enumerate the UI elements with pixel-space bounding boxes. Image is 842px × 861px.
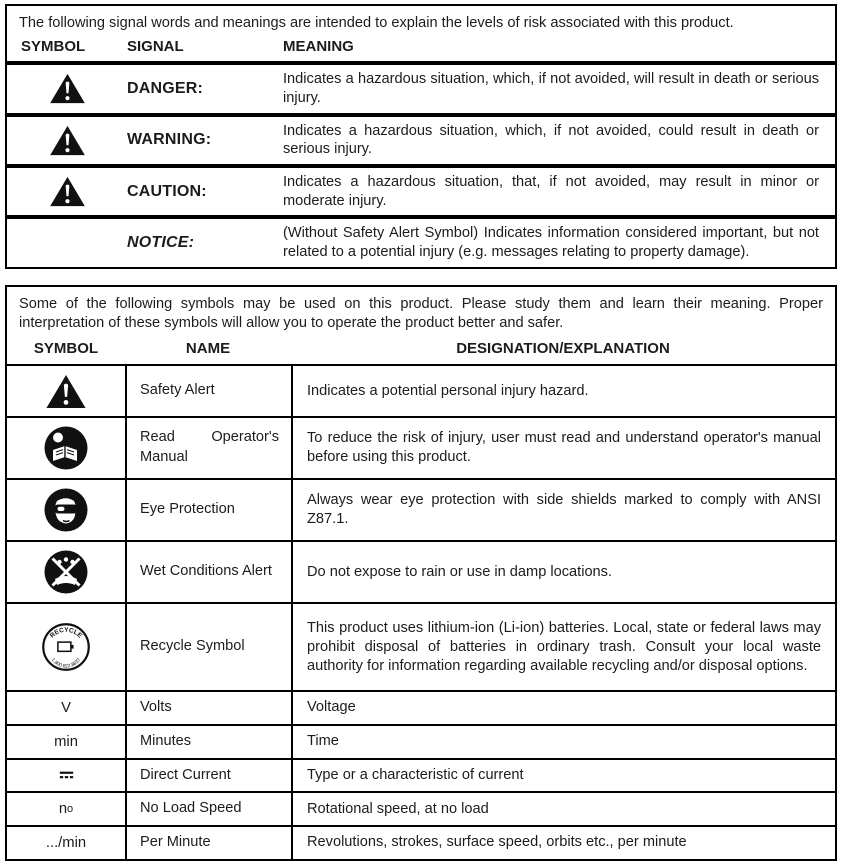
read-operators-manual-icon [43, 425, 89, 471]
symbol-designation: Time [307, 733, 339, 750]
symbols-section [5, 285, 837, 861]
signal-word: DANGER: [127, 79, 204, 97]
symbol-row-minutes [7, 726, 835, 760]
symbol-row-direct-current [7, 760, 835, 794]
signal-header-symbol: SYMBOL [21, 38, 86, 56]
safety-alert-icon [49, 73, 86, 104]
symbol-row-wet-conditions [7, 542, 835, 604]
volts-symbol: V [61, 699, 71, 716]
safety-alert-icon [49, 176, 86, 207]
signal-word: WARNING: [127, 131, 212, 149]
symbol-row-read-manual [7, 418, 835, 480]
symbol-name: Recycle Symbol [140, 638, 245, 655]
wet-conditions-alert-icon [43, 549, 89, 595]
symbol-name: Safety Alert [140, 382, 215, 399]
signal-row-warning [7, 113, 835, 164]
signal-header-meaning: MEANING [283, 38, 354, 56]
symbol-row-per-minute [7, 827, 835, 859]
symbol-name: Direct Current [140, 766, 231, 783]
symbol-designation: Type or a characteristic of current [307, 766, 524, 783]
symbol-designation: To reduce the risk of injury, user must read and understand operator's manual before using this product. [307, 430, 821, 466]
signal-words-section [5, 4, 837, 269]
symbol-row-recycle [7, 604, 835, 692]
symbols-intro-text: Some of the following symbols may be used on this product. Please study them and learn their meaning. Proper interpretation of these symbols will allow you to operate the product better and safer. [19, 295, 823, 331]
symbol-designation: Rotational speed, at no load [307, 800, 489, 817]
symbol-name: Read Operator's Manual [140, 429, 279, 466]
symbol-designation: Voltage [307, 699, 356, 716]
signal-meaning: (Without Safety Alert Symbol) Indicates information considered important, but not related to a potential injury (e.g. messages relating to property damage). [283, 225, 819, 260]
symbols-grid [7, 364, 835, 858]
symbols-header-name: NAME [185, 340, 231, 358]
symbol-name: Volts [140, 699, 172, 716]
symbols-header-designation: DESIGNATION/EXPLANATION [456, 340, 670, 358]
recycle-symbol-icon [40, 621, 92, 673]
symbol-name: No Load Speed [140, 800, 242, 817]
signal-intro-text: The following signal words and meanings are intended to explain the levels of risk associated with this product. [19, 15, 734, 31]
symbol-row-eye-protection [7, 480, 835, 542]
per-minute-symbol: .../min [45, 834, 87, 851]
signal-word: NOTICE: [127, 233, 195, 251]
symbol-name: Minutes [140, 732, 192, 749]
symbol-name: Eye Protection [140, 501, 235, 518]
signal-meaning: Indicates a hazardous situation, which, if not avoided, could result in death or serious injury. [283, 122, 819, 158]
safety-alert-icon [45, 374, 87, 409]
signal-meaning: Indicates a hazardous situation, which, if not avoided, will result in death or serious injury. [283, 71, 819, 106]
signal-row-notice [7, 215, 835, 266]
svg-text:1.800.822.8837: 1.800.822.8837 [49, 657, 83, 670]
symbol-designation: Revolutions, strokes, surface speed, orbits etc., per minute [307, 834, 687, 851]
symbol-designation: Indicates a potential personal injury hazard. [307, 382, 589, 399]
safety-alert-icon [49, 125, 86, 156]
no-load-speed-symbol: n o [58, 801, 74, 818]
direct-current-icon [59, 771, 74, 779]
eye-protection-icon [43, 487, 89, 533]
symbol-row-no-load-speed [7, 793, 835, 827]
manual-page [0, 4, 842, 861]
signal-header-row [7, 36, 835, 61]
symbol-designation: This product uses lithium-ion (Li-ion) batteries. Local, state or federal laws may prohibit disposal of batteries in ordinary trash. Consult your local waste authority for information regarding available recycling and/or disposal options. [307, 619, 821, 674]
symbols-header-symbol: SYMBOL [33, 340, 99, 358]
symbol-name: Wet Conditions Alert [140, 563, 272, 580]
symbol-designation: Always wear eye protection with side shields marked to comply with ANSI Z87.1. [307, 492, 821, 528]
svg-text:RECYCLE: RECYCLE [48, 626, 84, 640]
signal-row-caution [7, 164, 835, 215]
symbols-header-row [7, 336, 835, 364]
signal-meaning: Indicates a hazardous situation, that, if not avoided, may result in minor or moderate injury. [283, 173, 819, 209]
signal-word: CAUTION: [127, 182, 207, 200]
minutes-symbol: min [54, 733, 78, 750]
symbol-row-safety-alert [7, 366, 835, 418]
symbol-name: Per Minute [140, 833, 211, 850]
signal-header-signal: SIGNAL [127, 38, 184, 56]
symbol-designation: Do not expose to rain or use in damp locations. [307, 563, 613, 580]
signal-row-danger [7, 61, 835, 112]
symbol-row-volts [7, 692, 835, 726]
